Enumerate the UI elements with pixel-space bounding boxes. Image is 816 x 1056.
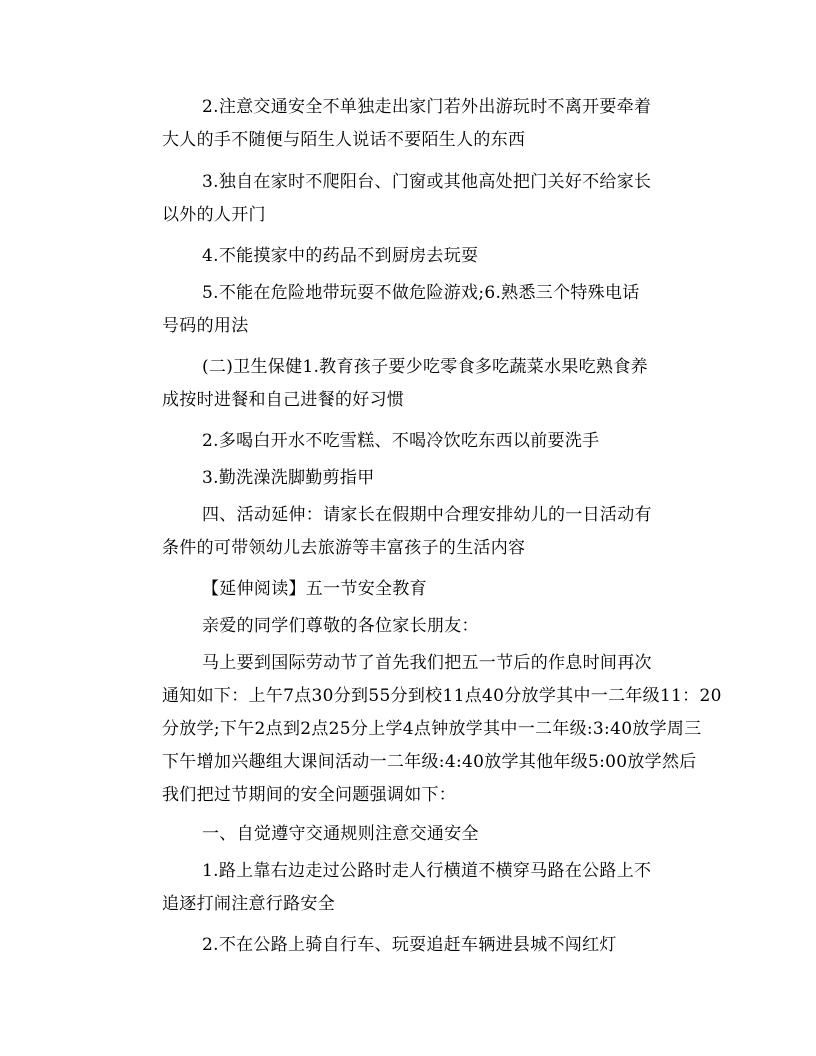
text-line: 条件的可带领幼儿去旅游等丰富孩子的生活内容 bbox=[162, 538, 526, 558]
text-line: 4.不能摸家中的药品不到厨房去玩耍 bbox=[202, 246, 479, 266]
text-line: 5.不能在危险地带玩耍不做危险游戏;6.熟悉三个特殊电话 bbox=[202, 283, 640, 303]
text-line: 我们把过节期间的安全问题强调如下： bbox=[162, 785, 457, 805]
text-line: 一、自觉遵守交通规则注意交通安全 bbox=[202, 824, 479, 844]
paragraph-walking-rules bbox=[162, 855, 697, 921]
text-line: 【延伸阅读】五一节安全教育 bbox=[202, 579, 427, 599]
paragraph-danger-zones bbox=[162, 277, 697, 343]
text-line: 追逐打闹注意行路安全 bbox=[162, 894, 335, 914]
paragraph-greeting bbox=[162, 610, 697, 643]
text-line: 亲爱的同学们尊敬的各位家长朋友： bbox=[202, 616, 479, 636]
text-line: 号码的用法 bbox=[162, 316, 249, 336]
text-line: 四、活动延伸：请家长在假期中合理安排幼儿的一日活动有 bbox=[202, 505, 652, 525]
paragraph-bathing bbox=[162, 462, 697, 495]
text-line: 通知如下：上午7点30分到55分到校11点40分放学其中一二年级11：20 bbox=[162, 686, 722, 706]
paragraph-hygiene bbox=[162, 351, 697, 417]
text-line: 2.多喝白开水不吃雪糕、不喝冷饮吃东西以前要洗手 bbox=[202, 431, 600, 451]
paragraph-activity-extension bbox=[162, 499, 697, 565]
text-line: 3.勤洗澡洗脚勤剪指甲 bbox=[202, 468, 375, 488]
text-line: (二)卫生保健1.教育孩子要少吃零食多吃蔬菜水果吃熟食养 bbox=[202, 357, 648, 377]
text-line: 3.独自在家时不爬阳台、门窗或其他高处把门关好不给家长 bbox=[202, 172, 652, 192]
paragraph-home-alone bbox=[162, 166, 697, 232]
text-line: 2.注意交通安全不单独走出家门若外出游玩时不离开要牵着 bbox=[202, 97, 652, 117]
text-line: 下午增加兴趣组大课间活动一二年级:4:40放学其他年级5:00放学然后 bbox=[162, 752, 697, 772]
paragraph-medicine bbox=[162, 240, 697, 273]
text-line: 马上要到国际劳动节了首先我们把五一节后的作息时间再次 bbox=[202, 653, 652, 673]
text-line: 以外的人开门 bbox=[162, 205, 266, 225]
text-line: 大人的手不随便与陌生人说话不要陌生人的东西 bbox=[162, 130, 526, 150]
paragraph-water bbox=[162, 425, 697, 458]
text-line: 1.路上靠右边走过公路时走人行横道不横穿马路在公路上不 bbox=[202, 861, 652, 881]
text-line: 成按时进餐和自己进餐的好习惯 bbox=[162, 390, 405, 410]
paragraph-traffic-safety bbox=[162, 91, 697, 157]
paragraph-extended-reading bbox=[162, 573, 697, 606]
text-line: 分放学;下午2点到2点25分上学4点钟放学其中一二年级:3:40放学周三 bbox=[162, 719, 702, 739]
paragraph-no-cycling bbox=[162, 929, 697, 962]
paragraph-schedule bbox=[162, 647, 722, 812]
text-line: 2.不在公路上骑自行车、玩耍追赶车辆进县城不闯红灯 bbox=[202, 935, 617, 955]
paragraph-section-one bbox=[162, 818, 697, 851]
